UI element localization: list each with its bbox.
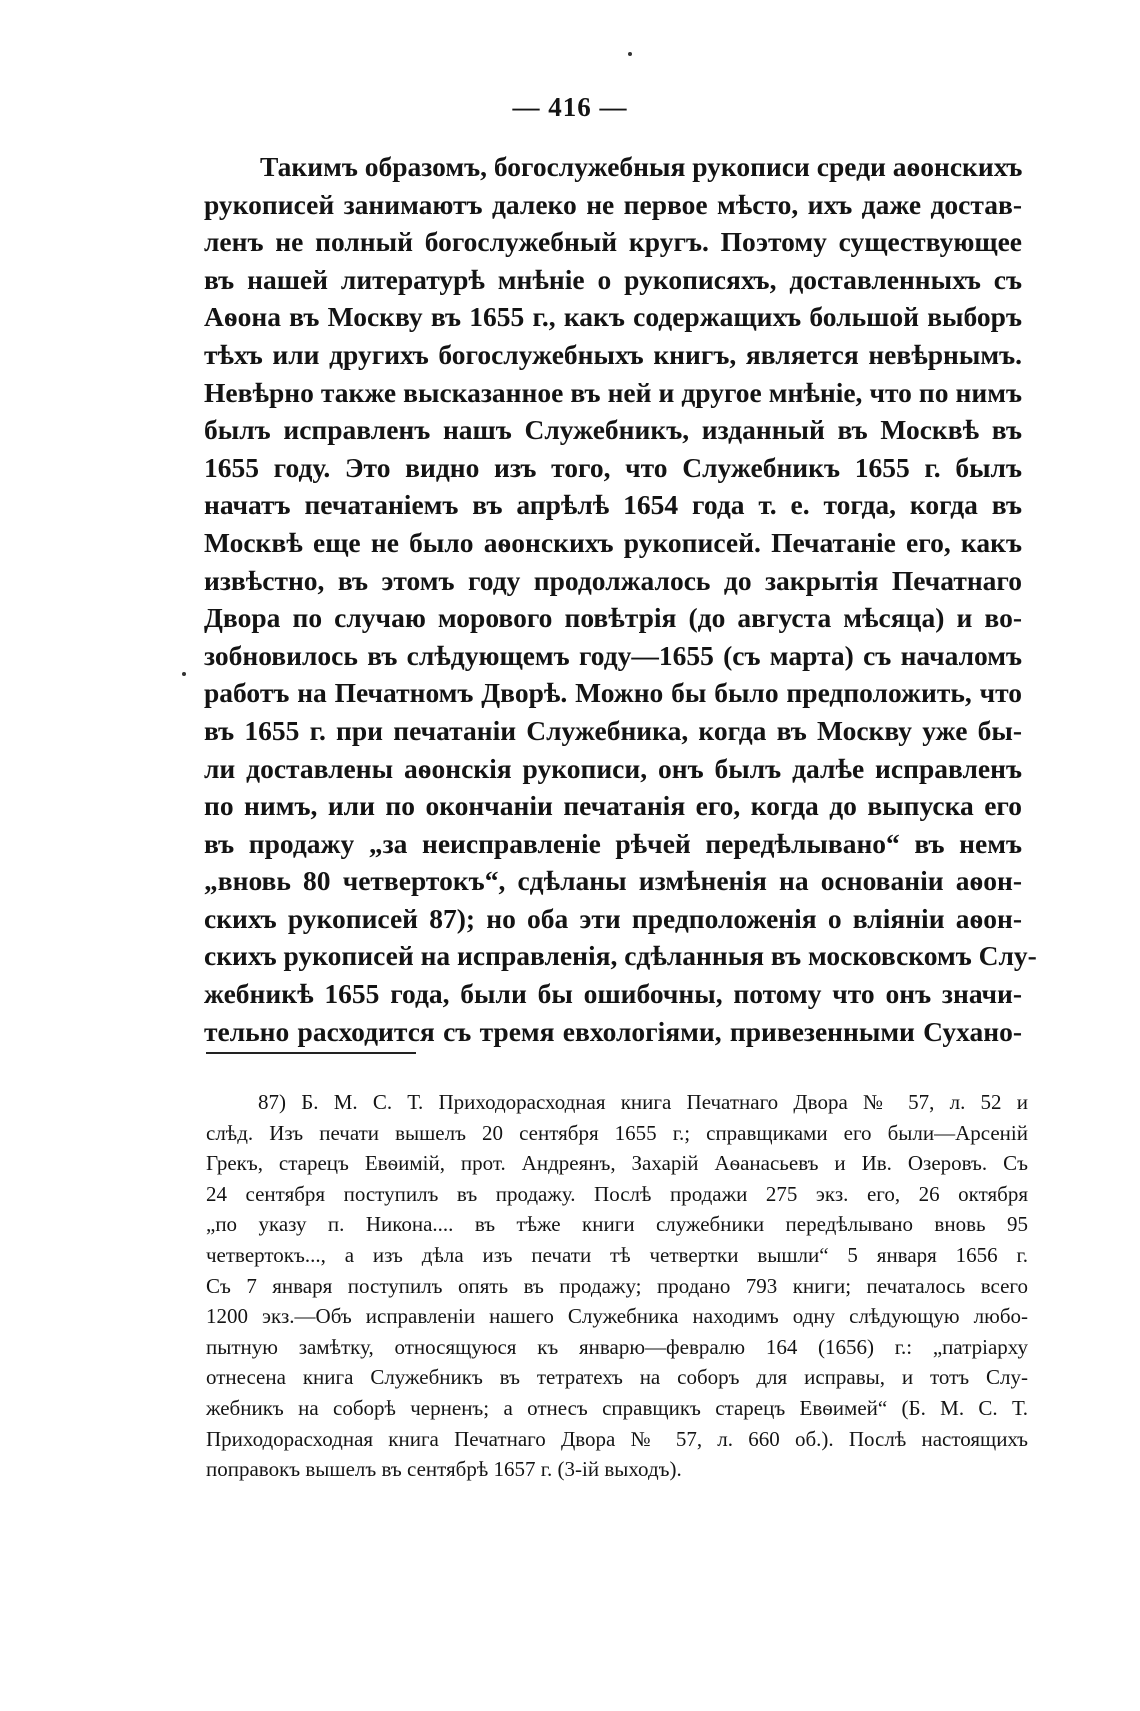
text-line: въ нашей литературѣ мнѣніе о рукописяхъ, доставленныхъ съ <box>204 263 1022 295</box>
text-line: Такимъ образомъ, богослужебныя рукописи среди аѳонскихъ <box>260 151 1023 182</box>
text-line: ленъ не полный богослужебный кругъ. Поэтому существующее <box>204 226 1022 258</box>
footnote-line: Приходорасходная книга Печатнаго Двора № 57, л. 660 об.). Послѣ настоящихъ <box>206 1426 1028 1451</box>
text-line: зобновилось въ слѣдующемъ году—1655 (съ марта) съ началомъ <box>204 639 1022 671</box>
speck <box>628 52 632 56</box>
footnote-line: 1200 экз.—Объ исправленіи нашего Служебника находимъ одну слѣдующую любо- <box>206 1304 1028 1329</box>
text-line: въ продажу „за неисправленіе рѣчей передѣлывано“ въ немъ <box>204 827 1022 859</box>
text-line: скихъ рукописей 87); но оба эти предположенія о вліяніи аѳон- <box>204 902 1022 934</box>
speck <box>182 672 186 676</box>
footnote-line: Съ 7 января поступилъ опять въ продажу; продано 793 книги; печаталось всего <box>206 1273 1028 1298</box>
text-line: рукописей занимаютъ далеко не первое мѣсто, ихъ даже достав- <box>204 188 1022 220</box>
text-line: „вновь 80 четвертокъ“, сдѣланы измѣненія на основаніи аѳон- <box>204 865 1022 897</box>
footnote-line: отнесена книга Служебникъ въ тетратехъ на соборъ для исправы, и тотъ Слу- <box>206 1365 1028 1390</box>
text-line: скихъ рукописей на исправленія, сдѣланныя въ московскомъ Слу- <box>204 940 1037 972</box>
footnote-divider <box>206 1052 416 1054</box>
text-line: Невѣрно также высказанное въ ней и другое мнѣніе, что по нимъ <box>204 376 1022 408</box>
text-line: извѣстно, въ этомъ году продолжалось до закрытія Печатнаго <box>204 564 1022 596</box>
footnote-line: слѣд. Изъ печати вышелъ 20 сентября 1655 г.; справщиками его были—Арсеній <box>206 1120 1028 1145</box>
page-number: — 416 — <box>512 92 628 122</box>
text-line: ли доставлены аѳонскія рукописи, онъ былъ далѣе исправленъ <box>204 752 1022 784</box>
text-line: былъ исправленъ нашъ Служебникъ, изданный въ Москвѣ въ <box>204 414 1022 446</box>
text-line: Москвѣ еще не было аѳонскихъ рукописей. Печатаніе его, какъ <box>204 526 1022 558</box>
footnote <box>206 1087 1028 1485</box>
footnote-line: жебникъ на соборѣ черненъ; а отнесъ справщикъ старецъ Евѳимей“ (Б. М. С. Т. <box>206 1395 1028 1420</box>
text-line: работъ на Печатномъ Дворѣ. Можно бы было предположить, что <box>204 677 1022 709</box>
text-line: по нимъ, или по окончаніи печатанія его, когда до выпуска его <box>204 790 1022 822</box>
footnote-line: Грекъ, старецъ Евѳимій, прот. Андреянъ, Захарій Аѳанасьевъ и Ив. Озеровъ. Съ <box>206 1151 1028 1176</box>
text-line: тѣхъ или другихъ богослужебныхъ книгъ, является невѣрнымъ. <box>204 338 1022 370</box>
footnote-line: 87) Б. М. С. Т. Приходорасходная книга Печатнаго Двора № 57, л. 52 и <box>258 1090 1028 1114</box>
footnote-line: 24 сентября поступилъ въ продажу. Послѣ продажи 275 экз. его, 26 октября <box>206 1181 1028 1206</box>
text-line: Двора по случаю морового повѣтрія (до августа мѣсяца) и во- <box>204 602 1022 634</box>
text-line: тельно расходится съ тремя евхологіями, привезенными Сухано- <box>204 1015 1022 1047</box>
text-line: начатъ печатаніемъ въ апрѣлѣ 1654 года т. е. тогда, когда въ <box>204 489 1022 521</box>
footnote-line: пытную замѣтку, относящуюся къ январю—февралю 164 (1656) г.: „патріарху <box>206 1334 1028 1359</box>
text-line: въ 1655 г. при печатаніи Служебника, когда въ Москву уже бы- <box>204 714 1022 746</box>
text-line: Аѳона въ Москву въ 1655 г., какъ содержащихъ большой выборъ <box>204 301 1022 333</box>
footnote-line: поправокъ вышелъ въ сентябрѣ 1657 г. (3-ій выходъ). <box>206 1457 682 1482</box>
footnote-line: „по указу п. Никона.... въ тѣже книги служебники передѣлывано вновь 95 <box>206 1212 1028 1237</box>
text-line: жебникѣ 1655 года, были бы ошибочны, потому что онъ значи- <box>204 978 1022 1010</box>
footnote-line: четвертокъ..., а изъ дѣла изъ печати тѣ четвертки вышли“ 5 января 1656 г. <box>206 1242 1028 1267</box>
text-line: 1655 году. Это видно изъ того, что Служебникъ 1655 г. былъ <box>204 451 1022 483</box>
main-text <box>204 148 1037 1050</box>
